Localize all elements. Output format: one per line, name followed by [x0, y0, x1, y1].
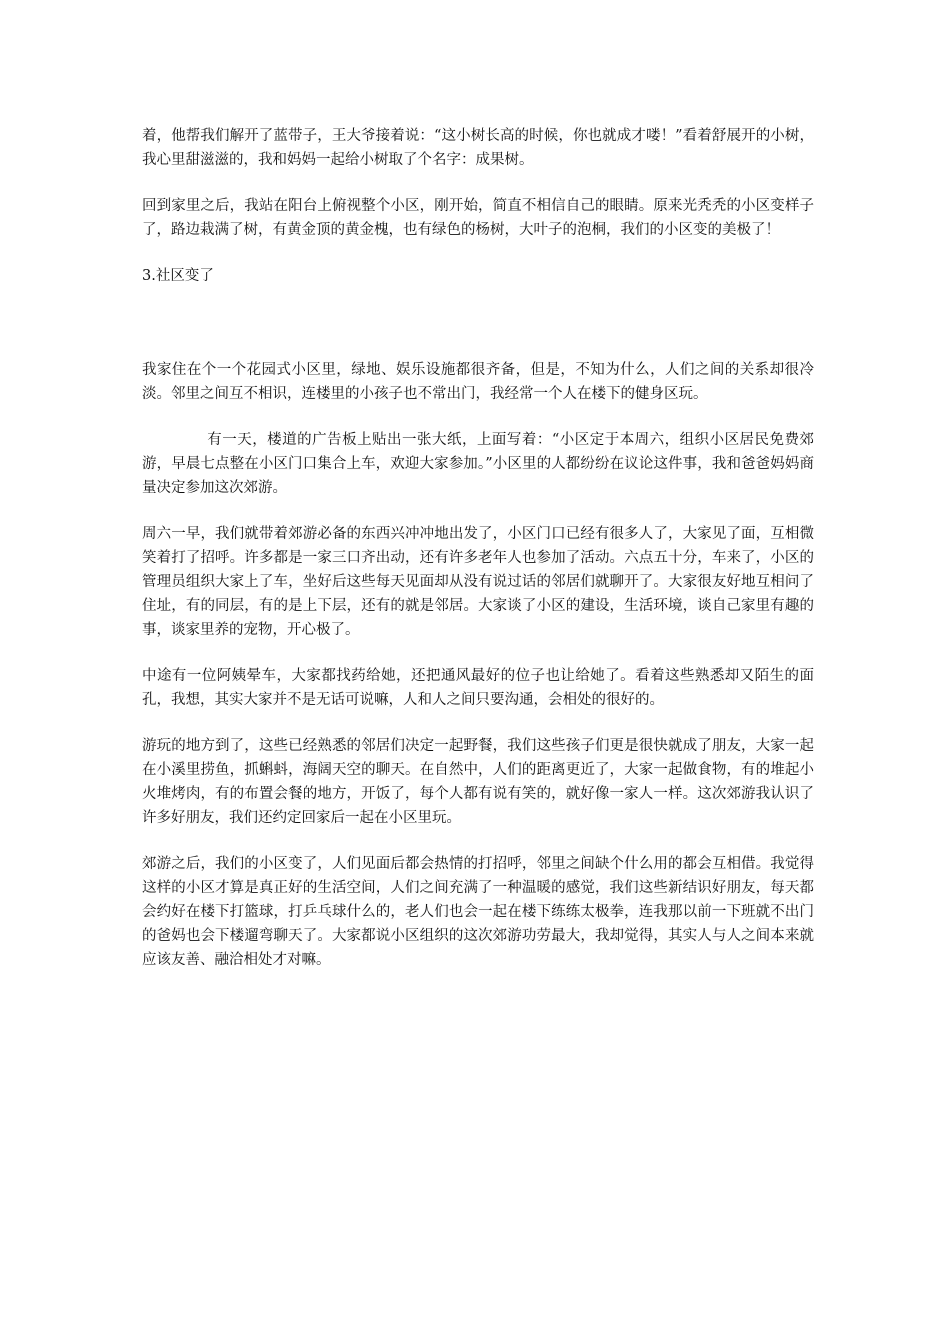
section-heading: 3.社区变了: [142, 268, 214, 284]
paragraph-5: 周六一早，我们就带着郊游必备的东西兴冲冲地出发了，小区门口已经有很多人了，大家见了面，互相微笑着打了招呼。许多都是一家三口齐出动，还有许多老年人也参加了活动。六点五十分，车来了，小区的管理员组织大家上了车，坐好后这些每天见面却从没有说过话的邻居们就聊开了。大家很友好地互相问了住址，有的同层，有的是上下层，还有的就是邻居。大家谈了小区的建设，生活环境，谈自己家里有趣的事，谈家里养的宠物，开心极了。: [142, 526, 814, 638]
paragraph-3: 我家住在个一个花园式小区里，绿地、娱乐设施都很齐备，但是，不知为什么，人们之间的关系却很冷淡。邻里之间互不相识，连楼里的小孩子也不常出门，我经常一个人在楼下的健身区玩。: [142, 362, 814, 402]
paragraph-2: 回到家里之后，我站在阳台上俯视整个小区，刚开始，简直不相信自己的眼睛。原来光秃秃的小区变样子了，路边栽满了树，有黄金顶的黄金槐，也有绿色的杨树，大叶子的泡桐，我们的小区变的美极了！: [142, 198, 814, 238]
paragraph-8: 郊游之后，我们的小区变了，人们见面后都会热情的打招呼，邻里之间缺个什么用的都会互相借。我觉得这样的小区才算是真正好的生活空间，人们之间充满了一种温暖的感觉，我们这些新结识好朋友，每天都会约好在楼下打篮球，打乒乓球什么的，老人们也会一起在楼下练练太极拳，连我那以前一下班就不出门的爸妈也会下楼遛弯聊天了。大家都说小区组织的这次郊游功劳最大，我却觉得，其实人与人之间本来就应该友善、融洽相处才对嘛。: [142, 856, 814, 968]
paragraph-4: 有一天，楼道的广告板上贴出一张大纸，上面写着：“小区定于本周六，组织小区居民免费郊游，早晨七点整在小区门口集合上车，欢迎大家参加。”小区里的人都纷纷在议论这件事，我和爸爸妈妈商量决定参加这次郊游。: [142, 432, 814, 496]
paragraph-1: 着，他帮我们解开了蓝带子，王大爷接着说：“这小树长高的时候，你也就成才喽！”看着舒展开的小树，我心里甜滋滋的，我和妈妈一起给小树取了个名字：成果树。: [142, 128, 814, 168]
document-body: [142, 124, 814, 994]
paragraph-7: 游玩的地方到了，这些已经熟悉的邻居们决定一起野餐，我们这些孩子们更是很快就成了朋友，大家一起在小溪里捞鱼，抓蝌蚪，海阔天空的聊天。在自然中，人们的距离更近了，大家一起做食物，有的堆起小火堆烤肉，有的布置会餐的地方，开饭了，每个人都有说有笑的，就好像一家人一样。这次郊游我认识了许多好朋友，我们还约定回家后一起在小区里玩。: [142, 738, 814, 826]
paragraph-6: 中途有一位阿姨晕车，大家都找药给她，还把通风最好的位子也让给她了。看着这些熟悉却又陌生的面孔，我想，其实大家并不是无话可说嘛，人和人之间只要沟通，会相处的很好的。: [142, 668, 814, 708]
